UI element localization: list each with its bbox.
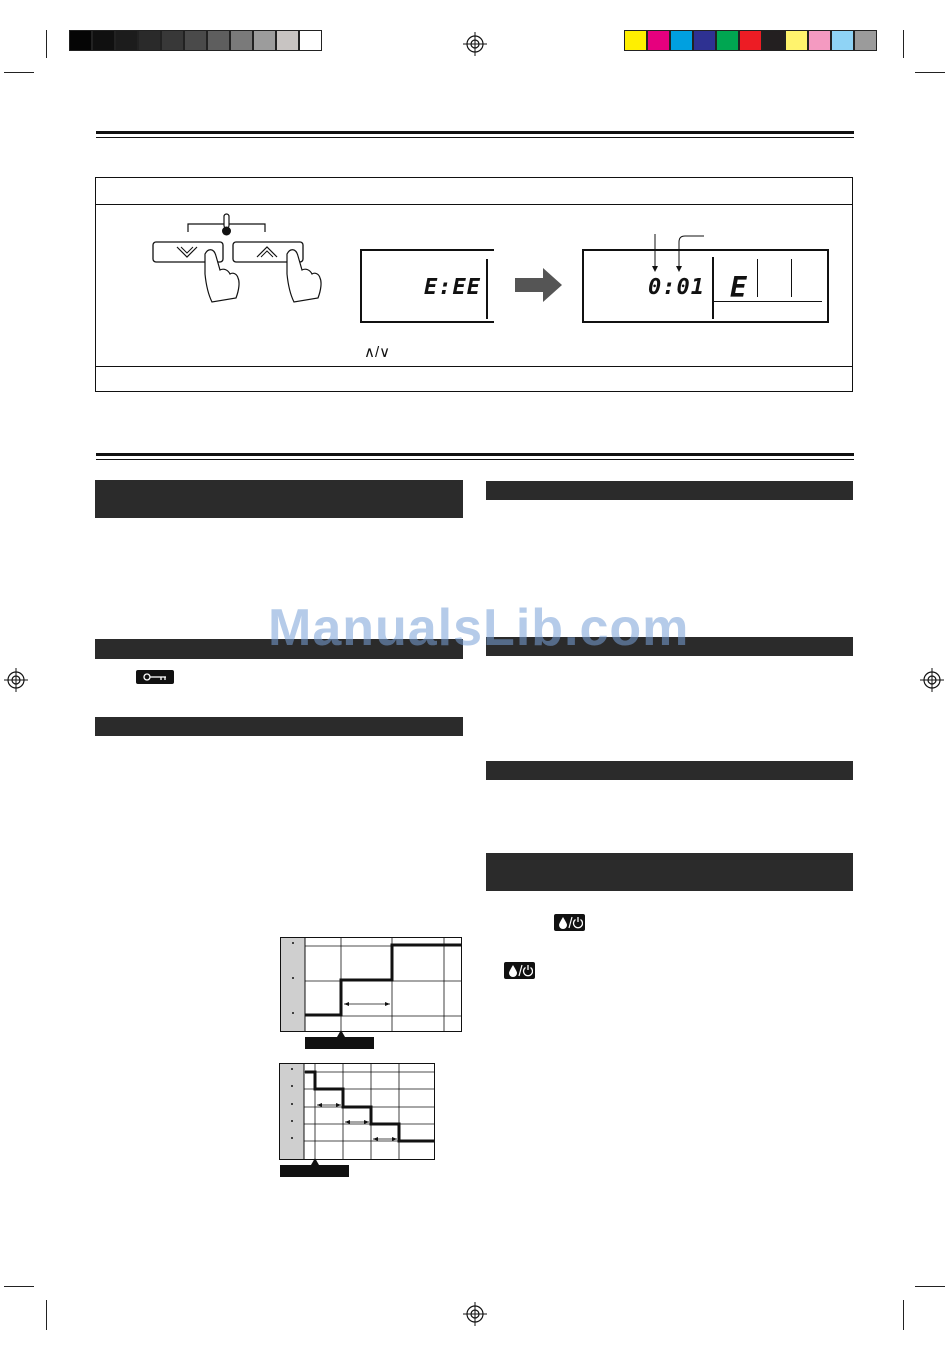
heading-bar-large — [95, 480, 463, 518]
crop-mark — [46, 30, 47, 58]
gray-swatch — [69, 30, 92, 51]
section-rule — [96, 137, 854, 138]
gray-swatch — [138, 30, 161, 51]
lcd-divider — [757, 259, 758, 297]
color-swatch — [785, 30, 808, 51]
lcd-display-before — [360, 249, 494, 323]
callout-lines — [640, 228, 720, 278]
registration-mark-icon — [4, 668, 28, 692]
step-up-diagram — [280, 937, 464, 1051]
gray-swatch — [207, 30, 230, 51]
drain-power-icon — [554, 914, 585, 931]
temperature-buttons-illustration — [150, 212, 335, 304]
color-swatch — [670, 30, 693, 51]
color-swatch — [854, 30, 877, 51]
lcd-divider — [791, 259, 792, 297]
color-swatch — [831, 30, 854, 51]
gray-swatch — [115, 30, 138, 51]
arrow-keys-note: ∧/∨ — [364, 344, 391, 361]
gray-swatch — [230, 30, 253, 51]
thermometer-icon — [222, 214, 231, 236]
right-arrow-icon — [515, 268, 563, 302]
step-down-diagram — [279, 1063, 437, 1179]
registration-mark-icon — [463, 32, 487, 56]
color-swatch — [739, 30, 762, 51]
section-rule — [96, 453, 854, 456]
lcd-code-digits: 0:01 — [648, 275, 705, 300]
crop-mark — [915, 1286, 945, 1287]
gray-swatch — [184, 30, 207, 51]
color-swatch — [716, 30, 739, 51]
heading-bar — [95, 717, 463, 736]
gray-swatch — [299, 30, 322, 51]
key-lock-icon — [136, 670, 174, 684]
lcd-divider — [486, 259, 488, 319]
heading-bar — [486, 481, 853, 500]
color-swatch — [647, 30, 670, 51]
crop-mark — [4, 1286, 34, 1287]
section-rule — [96, 131, 854, 134]
gray-swatch — [253, 30, 276, 51]
registration-mark-icon — [463, 1302, 487, 1326]
lcd-error-digits: E:EE — [424, 275, 481, 300]
heading-bar — [486, 761, 853, 780]
gray-swatch — [161, 30, 184, 51]
lcd-divider — [712, 301, 822, 302]
watermark: ManualsLib.com — [268, 599, 690, 657]
panel-divider — [96, 366, 852, 367]
heading-bar-large — [486, 853, 853, 891]
panel-divider — [96, 204, 852, 205]
gray-swatch — [92, 30, 115, 51]
gray-swatch — [276, 30, 299, 51]
color-swatch — [762, 30, 785, 51]
color-swatch — [808, 30, 831, 51]
color-swatch — [624, 30, 647, 51]
color-swatch — [693, 30, 716, 51]
crop-mark — [903, 1300, 904, 1330]
drain-power-icon — [504, 962, 535, 979]
crop-mark — [46, 1300, 47, 1330]
crop-mark — [4, 72, 34, 73]
crop-mark — [903, 30, 904, 58]
registration-mark-icon — [920, 668, 944, 692]
lcd-mode-letter: E — [730, 271, 748, 304]
crop-mark — [915, 72, 945, 73]
section-rule — [96, 459, 854, 460]
